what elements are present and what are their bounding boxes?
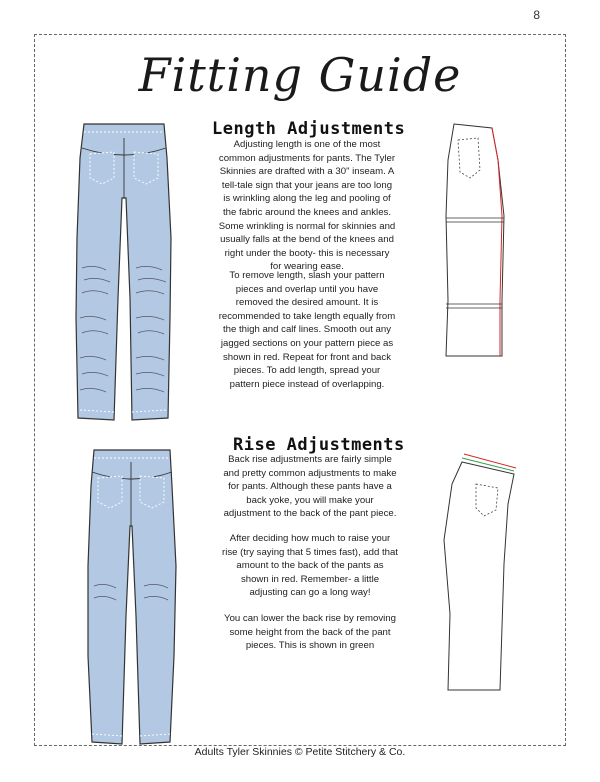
length-adjustments-heading: Length Adjustments	[212, 119, 406, 139]
rise-paragraph-2: After deciding how much to raise your rise (try saying that 5 times fast), add that amount to the back of the pants as shown in red. Remember- a little adjusting can go a long way!	[222, 533, 398, 599]
pant-pattern-rise-adjustment	[438, 444, 522, 696]
straight-jeans-illustration	[82, 446, 182, 750]
wrinkled-jeans-illustration	[70, 118, 180, 430]
rise-paragraph-3: You can lower the back rise by removing some height from the back of the pant pieces. This is shown in green	[224, 613, 396, 652]
page-footer: Adults Tyler Skinnies © Petite Stitchery & Co.	[194, 746, 406, 758]
length-paragraph-2: To remove length, slash your pattern pieces and overlap until you have removed the desired amount. It is recommended to take length equally from the thigh and calf lines. Smooth out any jagged sections on your pattern piece as shown in red. Repeat for front and back pieces. To add length, spread your pattern piece instead of overlapping.	[218, 270, 396, 390]
rise-paragraph-1: Back rise adjustments are fairly simple and pretty common adjustments to make for pants. Although these pants have a back yoke, you will make your adjustment to the back of the pant piece.	[223, 454, 397, 520]
length-paragraph-1: Adjusting length is one of the most common adjustments for pants. The Tyler Skinnies are drafted with a 30" inseam. A tell-tale sign that your jeans are too long is wrinkling along the leg and pooling of the fabric around the knees and ankles. Some wrinkling is normal for skinnies and usually falls at the bend of the knees and right under the booty- this is necessary for wearing ease.	[218, 139, 396, 273]
page-number: 8	[533, 8, 540, 22]
pant-pattern-length-adjustment	[434, 120, 514, 362]
page-title: Fitting Guide	[138, 48, 462, 102]
rise-adjustments-heading: Rise Adjustments	[233, 435, 405, 455]
